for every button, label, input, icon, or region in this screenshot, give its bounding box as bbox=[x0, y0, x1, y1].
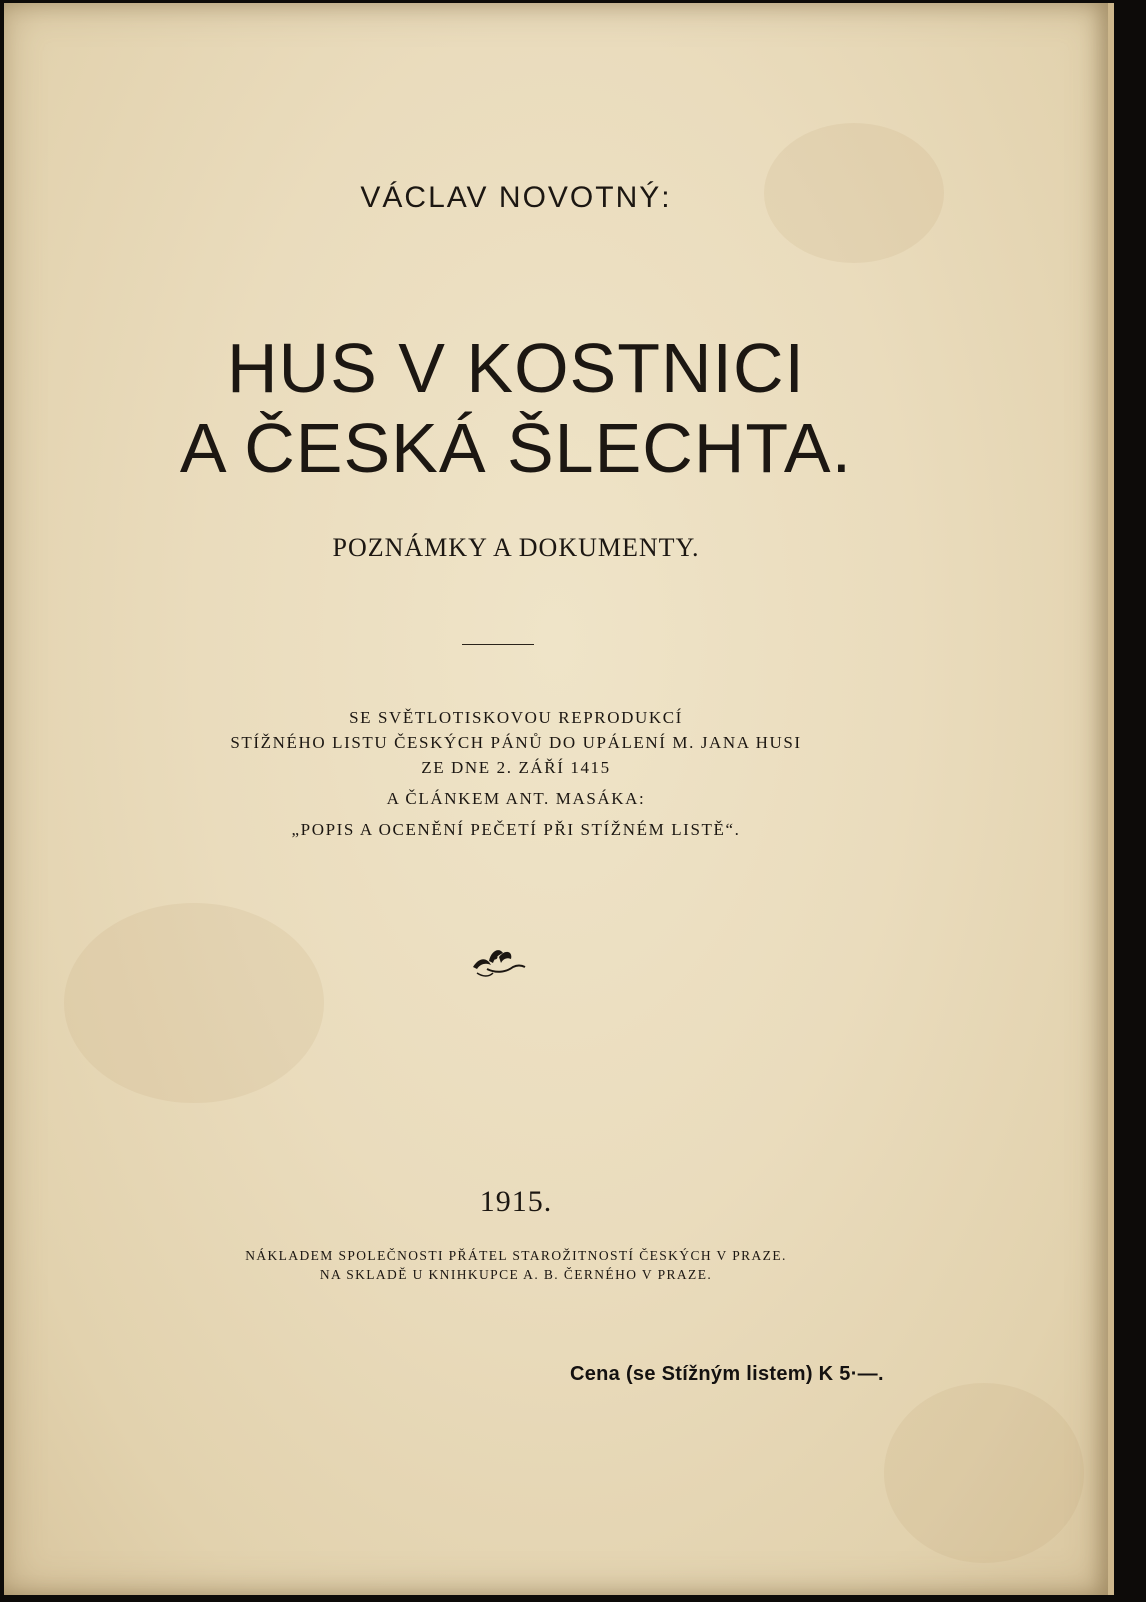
description-line: A ČLÁNKEM ANT. MASÁKA: bbox=[386, 789, 646, 808]
divider-rule bbox=[462, 644, 534, 645]
description-line: SE SVĚTLOTISKOVOU REPRODUKCÍ bbox=[349, 708, 683, 727]
author-name: VÁCLAV NOVOTNÝ: bbox=[360, 181, 672, 214]
publication-year: 1915. bbox=[479, 1185, 553, 1218]
publisher-line: NÁKLADEM SPOLEČNOSTI PŘÁTEL STAROŽITNOSTÍ ČESKÝCH V PRAZE. bbox=[245, 1248, 787, 1263]
description-line: ZE DNE 2. ZÁŘÍ 1415 bbox=[421, 758, 611, 777]
book-subtitle: POZNÁMKY A DOKUMENTY. bbox=[332, 533, 700, 562]
description-line: STÍŽNÉHO LISTU ČESKÝCH PÁNŮ DO UPÁLENÍ M. JANA HUSI bbox=[230, 733, 802, 752]
floral-ornament-icon bbox=[469, 943, 527, 984]
price-label: Cena (se Stížným listem) K 5·—. bbox=[570, 1363, 884, 1385]
description-block bbox=[4, 705, 1068, 842]
paper-stain bbox=[884, 1383, 1084, 1563]
title-line-1: HUS V KOSTNICI bbox=[227, 329, 805, 407]
publisher-line: NA SKLADĚ U KNIHKUPCE A. B. ČERNÉHO V PRAZE. bbox=[319, 1267, 713, 1282]
book-title bbox=[4, 328, 1068, 488]
publisher-info bbox=[4, 1246, 1068, 1284]
description-line: „POPIS A OCENĚNÍ PEČETÍ PŘI STÍŽNÉM LISTĚ“. bbox=[291, 820, 741, 839]
paper-stain bbox=[64, 903, 324, 1103]
book-cover bbox=[4, 3, 1114, 1595]
title-line-2: A ČESKÁ ŠLECHTA. bbox=[179, 409, 853, 487]
